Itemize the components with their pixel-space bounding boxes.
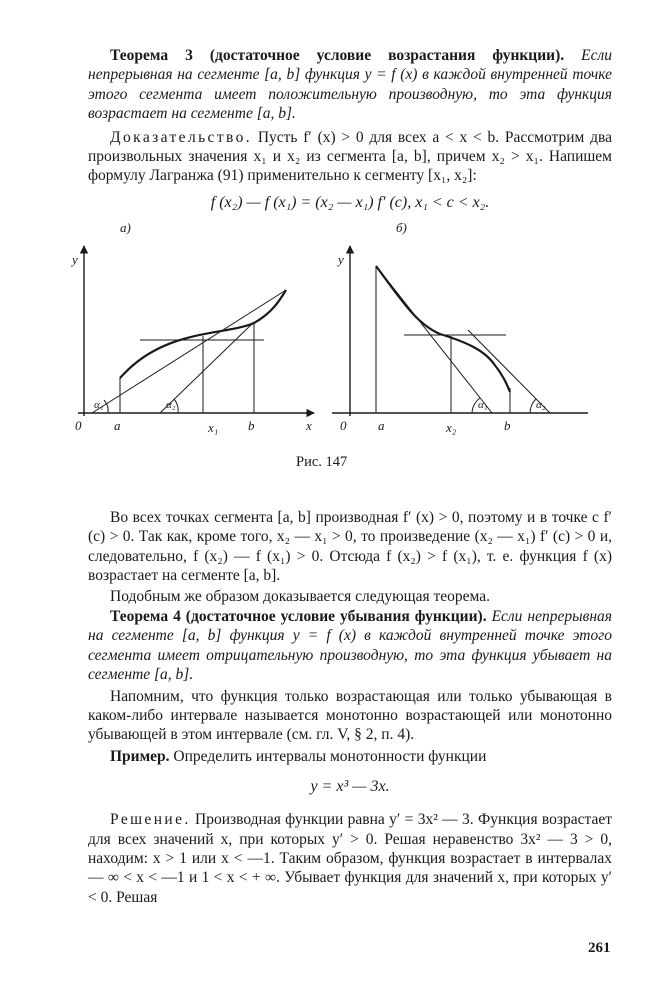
lagrange-formula: f (x₂) — f (x₁) = (x₂ — x₁) f′ (c), x₁ < c < x₂. [210,193,490,211]
example-text: Определить интервалы монотонности функции [173,747,487,765]
page-number: 261 [588,940,611,956]
panel-a-x1-label: x₁ [208,419,219,435]
figure-147-drawing [74,218,614,450]
solution-text: Производная функции равна y′ = 3x² — 3. Функция возрастает для всех значений x, при которых y′ > 0. Решая неравенство 3x² — 3 > 0, находим: x > 1 или x < —1. Таким образом, функция возрастает в интервалах — ∞ < x < —1 и 1 < x < + ∞. Убывает функция для значений x, при которых y′ < 0. Решая [88,811,613,906]
example-paragraph [88,747,612,766]
panel-b-alpha2: α₂ [536,398,546,411]
theorem-4-heading: Теорема 4 (достаточное условие убывания функции). [110,607,487,625]
panel-a-x-label: x [306,417,312,433]
example-label: Пример. [110,747,170,765]
proof-paragraph [88,128,612,186]
panel-a [70,220,314,435]
figure-147 [74,218,614,480]
panel-a-y-label: y [72,251,78,267]
proof-text: Пусть f′ (x) > 0 для всех a < x < b. Рассмотрим два произвольных значения x₁ и x₂ из сегмента [a, b], причем x₂ > x₁. Напишем формулу Лагранжа (91) применительно к сегменту [x₁, x₂]: [88,128,612,185]
theorem-3-statement: Если непрерывная на сегменте [a, b] функция y = f (x) в каждой внутренней точке этого сегмента имеет положительную производную, то эта функция возрастает на сегменте [a, b]. [88,47,612,123]
panel-a-b-label: b [248,417,255,433]
theorem-3 [88,46,612,124]
panel-b-b-label: b [504,417,511,433]
theorem-3-heading: Теорема 3 (достаточное условие возрастания функции). [110,47,565,64]
panel-a-origin-label: 0 [75,417,82,433]
panel-a-alpha1: α₁ [94,398,104,411]
figure-caption: Рис. 147 [296,453,348,470]
panel-b-alpha1: α₁ [478,398,488,411]
solution-label: Решение. [110,811,191,829]
theorem-4-statement: Если непрерывная на сегменте [a, b] функция y = f (x) в каждой внутренней точке этого сегмента имеет отрицательную производную, то эта функция убывает на сегменте [a, b]. [88,607,612,684]
panel-b-a-label: a [378,417,385,433]
panel-a-secant [92,290,286,413]
panel-a-a-label: a [114,417,121,433]
proof-label: Доказательство. [110,128,253,146]
panel-b-origin-label: 0 [340,417,347,433]
paragraph-similarly: Подобным же образом доказывается следующая теорема. [110,588,490,606]
panel-b-curve [376,266,510,392]
solution-paragraph [88,810,612,907]
panel-a-alpha2: α₂ [166,398,176,411]
paragraph-positive-derivative: Во всех точках сегмента [a, b] производная f′ (x) > 0, поэтому и в точке c f′ (c) > 0. Так как, кроме того, x₂ — x₁ > 0, то произведение (x₂ — x₁) f′ (c) > 0 и, следовательно, f (x₂) — f (x₁) > 0. Отсюда f (x₂) > f (x₁), т. е. функция f (x) возрастает на сегменте [a, b]. [88,508,612,585]
paragraph-monotone-definition: Напомним, что функция только возрастающая или только убывающая в каком-либо интервале называется монотонно возрастающей или монотонно убывающей в этом интервале (см. гл. V, § 2, п. 4). [88,687,612,744]
panel-b-x2-label: x₂ [446,419,457,435]
panel-b-label: б) [396,219,407,235]
panel-a-label: а) [120,219,131,235]
panel-b [332,220,588,435]
panel-a-angle-1 [104,400,108,413]
panel-b-chord [376,266,492,413]
page-body [72,46,613,907]
example-formula: y = x³ — 3x. [310,778,390,796]
theorem-4 [88,607,612,685]
panel-b-y-label: y [338,251,344,267]
